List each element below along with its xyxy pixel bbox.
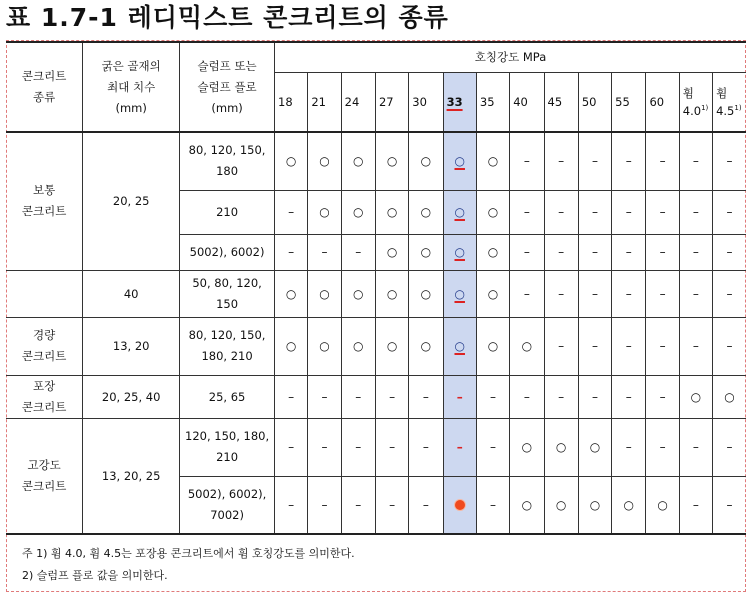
cell-r2-c10: – [612, 234, 646, 270]
cell-r3-c12: – [679, 270, 712, 317]
cell-r6-c12: – [679, 418, 712, 476]
cell-r4-c6: ○ [476, 317, 509, 375]
cell-r2-c5: ○ [443, 234, 476, 270]
table-row [6, 132, 746, 190]
footnotes [22, 543, 355, 587]
cell-r1-c8: – [544, 190, 578, 234]
cell-r2-c12: – [679, 234, 712, 270]
cell-r5-c2: – [341, 375, 375, 418]
cell-r6-c6: – [476, 418, 509, 476]
slump-r4: 50, 80, 120, 150 [180, 270, 275, 317]
cell-r1-c3: ○ [375, 190, 408, 234]
header-strength-group: 호칭강도 MPa [275, 42, 746, 72]
cell-r1-c10: – [612, 190, 646, 234]
cell-r4-c10: – [612, 317, 646, 375]
header-strength-6: 35 [476, 72, 509, 132]
header-strength-9: 50 [578, 72, 611, 132]
cell-r4-c8: – [544, 317, 578, 375]
group-high: 고강도 콘크리트 [6, 418, 83, 534]
cell-r1-c11: – [646, 190, 679, 234]
cell-r4-c2: ○ [341, 317, 375, 375]
header-strength-4: 30 [409, 72, 443, 132]
cell-r6-c1: – [308, 418, 341, 476]
cell-r1-c5: ○ [443, 190, 476, 234]
cell-r1-c4: ○ [409, 190, 443, 234]
cell-r4-c13: – [713, 317, 746, 375]
cell-r5-c13: ○ [713, 375, 746, 418]
header-strength-10: 55 [612, 72, 646, 132]
cell-r5-c7: – [510, 375, 544, 418]
header-strength-11: 60 [646, 72, 679, 132]
cell-r2-c6: ○ [476, 234, 509, 270]
header-strength-12: 휨 4.0$^{1)}$ [679, 72, 712, 132]
cell-r5-c11: – [646, 375, 679, 418]
cell-r0-c3: ○ [375, 132, 408, 190]
cell-r1-c7: – [510, 190, 544, 234]
cell-r2-c2: – [341, 234, 375, 270]
slump-r1: 80, 120, 150, 180 [180, 132, 275, 190]
cell-r4-c9: – [578, 317, 611, 375]
slump-r2: 210 [180, 190, 275, 234]
aggregate-normal-a: 20, 25 [83, 132, 180, 270]
header-strength-7: 40 [510, 72, 544, 132]
header-strength-5: 33 [443, 72, 476, 132]
cell-r6-c8: ○ [544, 418, 578, 476]
cell-r5-c4: – [409, 375, 443, 418]
cell-r0-c8: – [544, 132, 578, 190]
cell-r0-c1: ○ [308, 132, 341, 190]
slump-r8: 5002), 6002), 7002) [180, 476, 275, 534]
header-slump: 슬럼프 또는 슬럼프 플로 (mm) [180, 42, 275, 132]
cell-r6-c2: – [341, 418, 375, 476]
cell-r3-c11: – [646, 270, 679, 317]
table-row [6, 270, 746, 317]
group-normal-cont [6, 270, 83, 317]
cell-r0-c12: – [679, 132, 712, 190]
cell-r5-c9: – [578, 375, 611, 418]
cell-r5-c1: – [308, 375, 341, 418]
cell-r2-c7: – [510, 234, 544, 270]
cell-r2-c13: – [713, 234, 746, 270]
cell-r6-c0: – [275, 418, 308, 476]
header-strength-8: 45 [544, 72, 578, 132]
cell-r0-c0: ○ [275, 132, 308, 190]
cell-r0-c7: – [510, 132, 544, 190]
header-strength-0: 18 [275, 72, 308, 132]
table-row [6, 317, 746, 375]
cell-r4-c3: ○ [375, 317, 408, 375]
cell-r1-c9: – [578, 190, 611, 234]
cell-r6-c10: – [612, 418, 646, 476]
cell-r3-c10: – [612, 270, 646, 317]
slump-r6: 25, 65 [180, 375, 275, 418]
cell-r1-c0: – [275, 190, 308, 234]
cell-r3-c9: – [578, 270, 611, 317]
cell-r7-c7: ○ [510, 476, 544, 534]
group-pave: 포장 콘크리트 [6, 375, 83, 418]
cell-r7-c5 [443, 476, 476, 534]
cell-r3-c3: ○ [375, 270, 408, 317]
cell-r3-c13: – [713, 270, 746, 317]
cell-r0-c11: – [646, 132, 679, 190]
cell-r6-c7: ○ [510, 418, 544, 476]
cell-r0-c2: ○ [341, 132, 375, 190]
cell-r3-c7: – [510, 270, 544, 317]
cell-r7-c2: – [341, 476, 375, 534]
cell-r0-c9: – [578, 132, 611, 190]
cell-r7-c4: – [409, 476, 443, 534]
cell-r6-c11: – [646, 418, 679, 476]
ready-mixed-concrete-table [6, 41, 746, 535]
cell-r0-c4: ○ [409, 132, 443, 190]
cell-r3-c1: ○ [308, 270, 341, 317]
cell-r4-c1: ○ [308, 317, 341, 375]
cell-r2-c3: ○ [375, 234, 408, 270]
cell-r7-c10: ○ [612, 476, 646, 534]
header-concrete-type: 콘크리트 종류 [6, 42, 83, 132]
cell-r3-c8: – [544, 270, 578, 317]
cell-r5-c10: – [612, 375, 646, 418]
group-normal: 보통 콘크리트 [6, 132, 83, 270]
cell-r3-c6: ○ [476, 270, 509, 317]
cell-r2-c8: – [544, 234, 578, 270]
cell-r2-c0: – [275, 234, 308, 270]
cell-r4-c12: – [679, 317, 712, 375]
group-light: 경량 콘크리트 [6, 317, 83, 375]
header-strength-13: 휨 4.5$^{1)}$ [713, 72, 746, 132]
cell-r3-c4: ○ [409, 270, 443, 317]
cell-r6-c13: – [713, 418, 746, 476]
cell-r7-c9: ○ [578, 476, 611, 534]
cell-r3-c2: ○ [341, 270, 375, 317]
cell-r5-c3: – [375, 375, 408, 418]
cell-r5-c12: ○ [679, 375, 712, 418]
cell-r7-c1: – [308, 476, 341, 534]
cell-r0-c5: ○ [443, 132, 476, 190]
aggregate-normal-b: 40 [83, 270, 180, 317]
cell-r1-c13: – [713, 190, 746, 234]
cell-r5-c5: – [443, 375, 476, 418]
cell-r0-c6: ○ [476, 132, 509, 190]
cell-r1-c6: ○ [476, 190, 509, 234]
cell-r0-c13: – [713, 132, 746, 190]
cell-r1-c12: – [679, 190, 712, 234]
cell-r2-c1: – [308, 234, 341, 270]
cell-r6-c4: – [409, 418, 443, 476]
header-row-1 [6, 42, 746, 72]
footnote-1: 주 1) 휨 4.0, 휨 4.5는 포장용 콘크리트에서 휨 호칭강도를 의미한다. [22, 547, 355, 560]
cell-r4-c0: ○ [275, 317, 308, 375]
table-row [6, 375, 746, 418]
cell-r4-c4: ○ [409, 317, 443, 375]
cell-r1-c1: ○ [308, 190, 341, 234]
cell-r4-c11: – [646, 317, 679, 375]
cell-r2-c9: – [578, 234, 611, 270]
cell-r7-c11: ○ [646, 476, 679, 534]
cell-r7-c13: – [713, 476, 746, 534]
cell-r7-c12: – [679, 476, 712, 534]
table-row [6, 418, 746, 476]
footnote-2: 2) 슬럼프 플로 값을 의미한다. [22, 569, 168, 582]
cell-r4-c7: ○ [510, 317, 544, 375]
cell-r5-c0: – [275, 375, 308, 418]
aggregate-high: 13, 20, 25 [83, 418, 180, 534]
cell-r6-c5: – [443, 418, 476, 476]
cell-r3-c0: ○ [275, 270, 308, 317]
cell-r4-c5: ○ [443, 317, 476, 375]
header-aggregate-size: 굵은 골재의 최대 치수 (mm) [83, 42, 180, 132]
cell-r7-c8: ○ [544, 476, 578, 534]
aggregate-light: 13, 20 [83, 317, 180, 375]
cell-r6-c9: ○ [578, 418, 611, 476]
cell-r0-c10: – [612, 132, 646, 190]
cell-r7-c6: – [476, 476, 509, 534]
cell-r5-c8: – [544, 375, 578, 418]
cell-r2-c11: – [646, 234, 679, 270]
cell-r2-c4: ○ [409, 234, 443, 270]
cell-r3-c5: ○ [443, 270, 476, 317]
slump-r5: 80, 120, 150, 180, 210 [180, 317, 275, 375]
header-strength-1: 21 [308, 72, 341, 132]
marker-dot [455, 500, 465, 510]
cell-r1-c2: ○ [341, 190, 375, 234]
header-strength-3: 27 [375, 72, 408, 132]
header-strength-2: 24 [341, 72, 375, 132]
slump-r3: 5002), 6002) [180, 234, 275, 270]
cell-r7-c3: – [375, 476, 408, 534]
cell-r7-c0: – [275, 476, 308, 534]
page-title: 표 1.7-1 레디믹스트 콘크리트의 종류 [6, 3, 449, 32]
slump-r7: 120, 150, 180, 210 [180, 418, 275, 476]
aggregate-pave: 20, 25, 40 [83, 375, 180, 418]
cell-r6-c3: – [375, 418, 408, 476]
cell-r5-c6: – [476, 375, 509, 418]
